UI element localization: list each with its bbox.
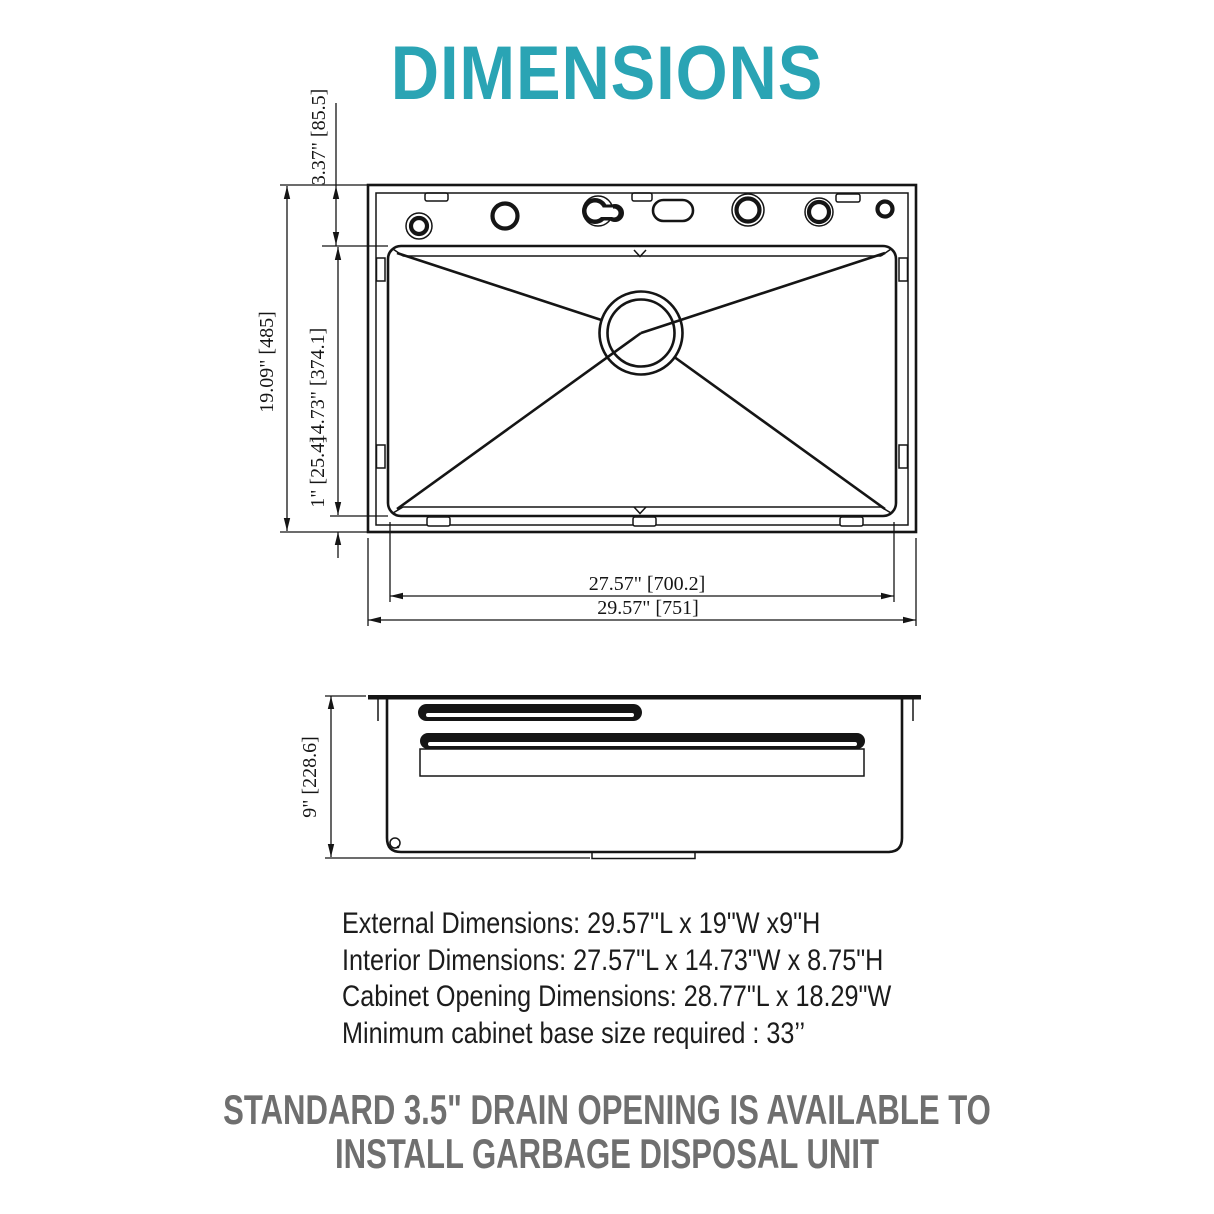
tab-bottom-right xyxy=(840,517,863,526)
hole-round xyxy=(493,204,518,229)
deck-clip-right xyxy=(836,194,860,202)
dim-label-basin-width: 27.57" [700.2] xyxy=(588,573,706,595)
footer-note-line2: INSTALL GARBAGE DISPOSAL UNIT xyxy=(335,1130,879,1177)
bottom-notch xyxy=(634,507,646,514)
dim-basin-width xyxy=(390,573,894,599)
basin-edge xyxy=(388,246,896,516)
top-view-dimensions xyxy=(256,89,916,626)
deck-clip-middle xyxy=(632,193,652,201)
side-upper-bar xyxy=(418,704,642,721)
basin xyxy=(377,246,908,526)
dim-label-basin-depth: 14.73" [374.1] xyxy=(307,327,329,445)
side-panel xyxy=(420,749,864,776)
dim-bottom-rim xyxy=(307,436,341,558)
spec-minimum-base: Minimum cabinet base size required : 33’’ xyxy=(342,1016,806,1050)
sink-side-view xyxy=(299,695,921,859)
hole-keyhole xyxy=(582,196,624,226)
dim-overall-depth xyxy=(256,186,290,531)
side-lower-bar xyxy=(420,733,865,776)
page-title: DIMENSIONS xyxy=(390,31,824,116)
dim-label-overall-depth: 19.09" [485] xyxy=(256,311,278,413)
dimension-specs xyxy=(342,906,891,1052)
clip-right-top xyxy=(899,258,908,281)
clip-right-bottom xyxy=(899,445,908,468)
deck-clip-left xyxy=(425,193,448,201)
hole-double-inner xyxy=(737,199,760,222)
sink-top-view xyxy=(368,185,916,532)
dim-overall-width xyxy=(368,597,916,623)
faucet-deck-holes xyxy=(406,193,893,239)
basin-fold-lines xyxy=(397,253,885,509)
side-corner-fitting xyxy=(390,838,400,848)
tab-bottom-left xyxy=(427,517,450,526)
hole-ring-inner xyxy=(411,218,427,234)
hole-oval xyxy=(653,200,693,221)
spec-interior: Interior Dimensions: 27.57"L x 14.73"W x 8.75"H xyxy=(342,943,884,977)
dim-label-deck-depth: 3.37" [85.5] xyxy=(308,88,330,186)
spec-external: External Dimensions: 29.57"L x 19"W x9"H xyxy=(342,907,821,940)
dim-label-bottom-rim: 1" [25.4] xyxy=(307,436,329,508)
footer-note-line1: STANDARD 3.5" DRAIN OPENING IS AVAILABLE TO xyxy=(223,1086,991,1133)
tab-bottom-center xyxy=(633,517,656,526)
dim-deck-depth xyxy=(308,89,339,246)
hole-small xyxy=(878,202,893,217)
spec-cabinet-opening: Cabinet Opening Dimensions: 28.77"L x 18.29"W xyxy=(342,980,892,1014)
dim-label-side-height: 9" [228.6] xyxy=(299,736,321,818)
dim-label-overall-width: 29.57" [751] xyxy=(597,597,699,619)
hole-double2-inner xyxy=(809,202,829,222)
clip-left-top xyxy=(377,258,386,281)
clip-left-bottom xyxy=(377,445,386,468)
side-flange xyxy=(368,695,921,700)
